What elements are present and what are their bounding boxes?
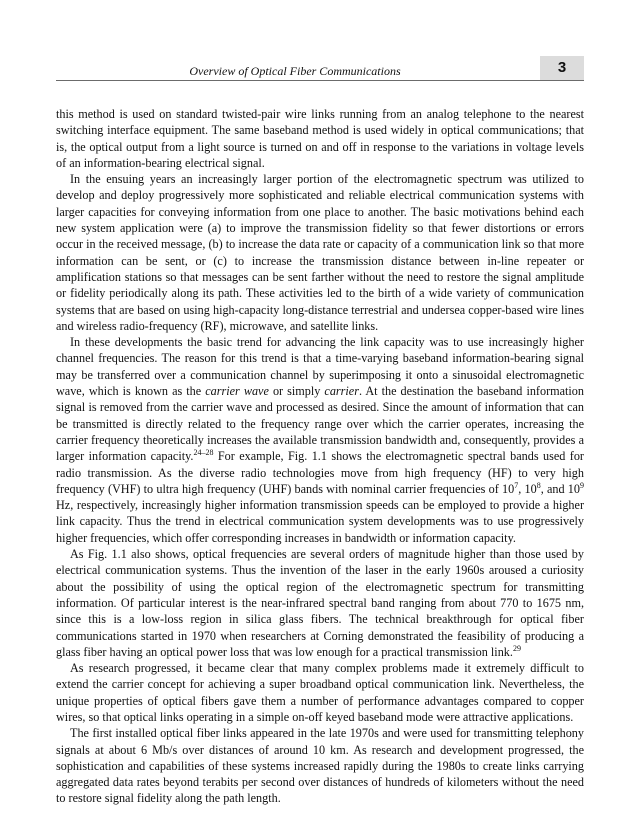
paragraph-4-text: As Fig. 1.1 also shows, optical frequencies are several orders of magnitude higher than those used by electrical communication systems. Thus the invention of the laser in the early 1960s aroused a curiosity about the possibility of using the optical region of the electromagnetic spectrum for transmitting information. Of particular interest is the near-infrared spectral band ranging from about 770 to 1675 nm, since this is a low-loss region in silica glass fibers. The technical breakthrough for optical fiber communications started in 1970 when researchers at Corning demonstrated the feasibility of producing a glass fiber having an optical power loss that was low enough for a practical transmission link. [56, 547, 584, 659]
page-number: 3 [540, 56, 584, 80]
paragraph-3-text: In these developments the basic trend for advancing the link capacity was to use increasingly higher channel frequencies. The reason for this trend is that a time-varying baseband information-bearing signal may be transferred over a communication channel by superimposing it onto a sinusoidal electromagnetic wave, which is known as the [56, 335, 584, 399]
paragraph-2: In the ensuing years an increasingly larger portion of the electromagnetic spectrum was utilized to develop and deploy progressively more sophisticated and reliable electrical communication systems with larger capacities for conveying information from one place to another. The basic motivations behind each new system application were (a) to improve the transmission fidelity so that fewer distortions or errors occur in the received message, (b) to increase the data rate or capacity of a communication link so that more information can be sent, or (c) to increase the transmission distance between in-line repeater or amplification stations so that messages can be sent farther without the need to restore the signal amplitude or fidelity periodically along its path. These activities led to the birth of a wide variety of communication systems that are based on using high-capacity long-distance terrestrial and undersea copper-based wire lines and wireless radio-frequency (RF), microwave, and satellite links. [56, 172, 584, 333]
paragraph-4 [56, 546, 584, 660]
running-header-title: Overview of Optical Fiber Communications [189, 64, 401, 78]
paragraph-3-text: , 10 [518, 481, 537, 496]
running-header [56, 56, 584, 82]
exponent: 8 [536, 480, 541, 490]
paragraph-1: this method is used on standard twisted-pair wire links running from an analog telephone to the nearest switching interface equipment. The same baseband method is used widely in optical communications; that is, the optical output from a light source is turned on and off in response to the variations in voltage levels of an information-bearing electrical signal. [56, 107, 584, 170]
term-carrier-wave: carrier wave [205, 384, 269, 399]
term-carrier: carrier [324, 384, 359, 399]
paragraph-3-text: or simply [268, 384, 325, 399]
paragraph-3-text: Hz, respectively, increasingly higher information transmission speeds can be employed to provide a higher link capacity. Thus the trend in electrical communication system developments was to use progressively higher frequencies, which offer corresponding increases in bandwidth or information capacity. [56, 498, 584, 545]
body-text [56, 106, 584, 807]
header-rule [56, 80, 584, 81]
paragraph-3 [56, 334, 584, 546]
exponent: 7 [514, 480, 519, 490]
paragraph-3-text: . At the destination the baseband information signal is removed from the carrier wave and processed as desired. Since the amount of information that can be transmitted is directly related to the frequency range over which the carrier operates, increasing the carrier frequency theoretically increases the available transmission bandwidth and, consequently, provides a larger information capacity. [56, 384, 584, 464]
citation-ref: 24–28 [193, 448, 214, 458]
paragraph-6: The first installed optical fiber links appeared in the late 1970s and were used for transmitting telephony signals at about 6 Mb/s over distances of around 10 km. As research and development progressed, the sophistication and capabilities of these systems increased rapidly during the 1980s to create links carrying aggregated data rates beyond terabits per second over distances of hundreds of kilometers without the need to restore signal fidelity along the path length. [56, 726, 584, 806]
paragraph-3-text: , and 10 [540, 481, 580, 496]
paragraph-5: As research progressed, it became clear that many complex problems made it extremely difficult to extend the carrier concept for achieving a super broadband optical communication link. Nevertheless, the unique properties of optical fibers gave them a number of performance advantages compared to copper wires, so that optical links operating in a simple on-off keyed baseband mode were attractive applications. [56, 661, 584, 724]
exponent: 9 [580, 480, 584, 490]
citation-ref: 29 [512, 643, 521, 653]
paragraph-3-text: For example, Fig. 1.1 shows the electromagnetic spectral bands used for radio transmission. As the diverse radio technologies move from high frequency (HF) to very high frequency (VHF) to ultra high frequency (UHF) bands with nominal carrier frequencies of 10 [56, 449, 584, 496]
